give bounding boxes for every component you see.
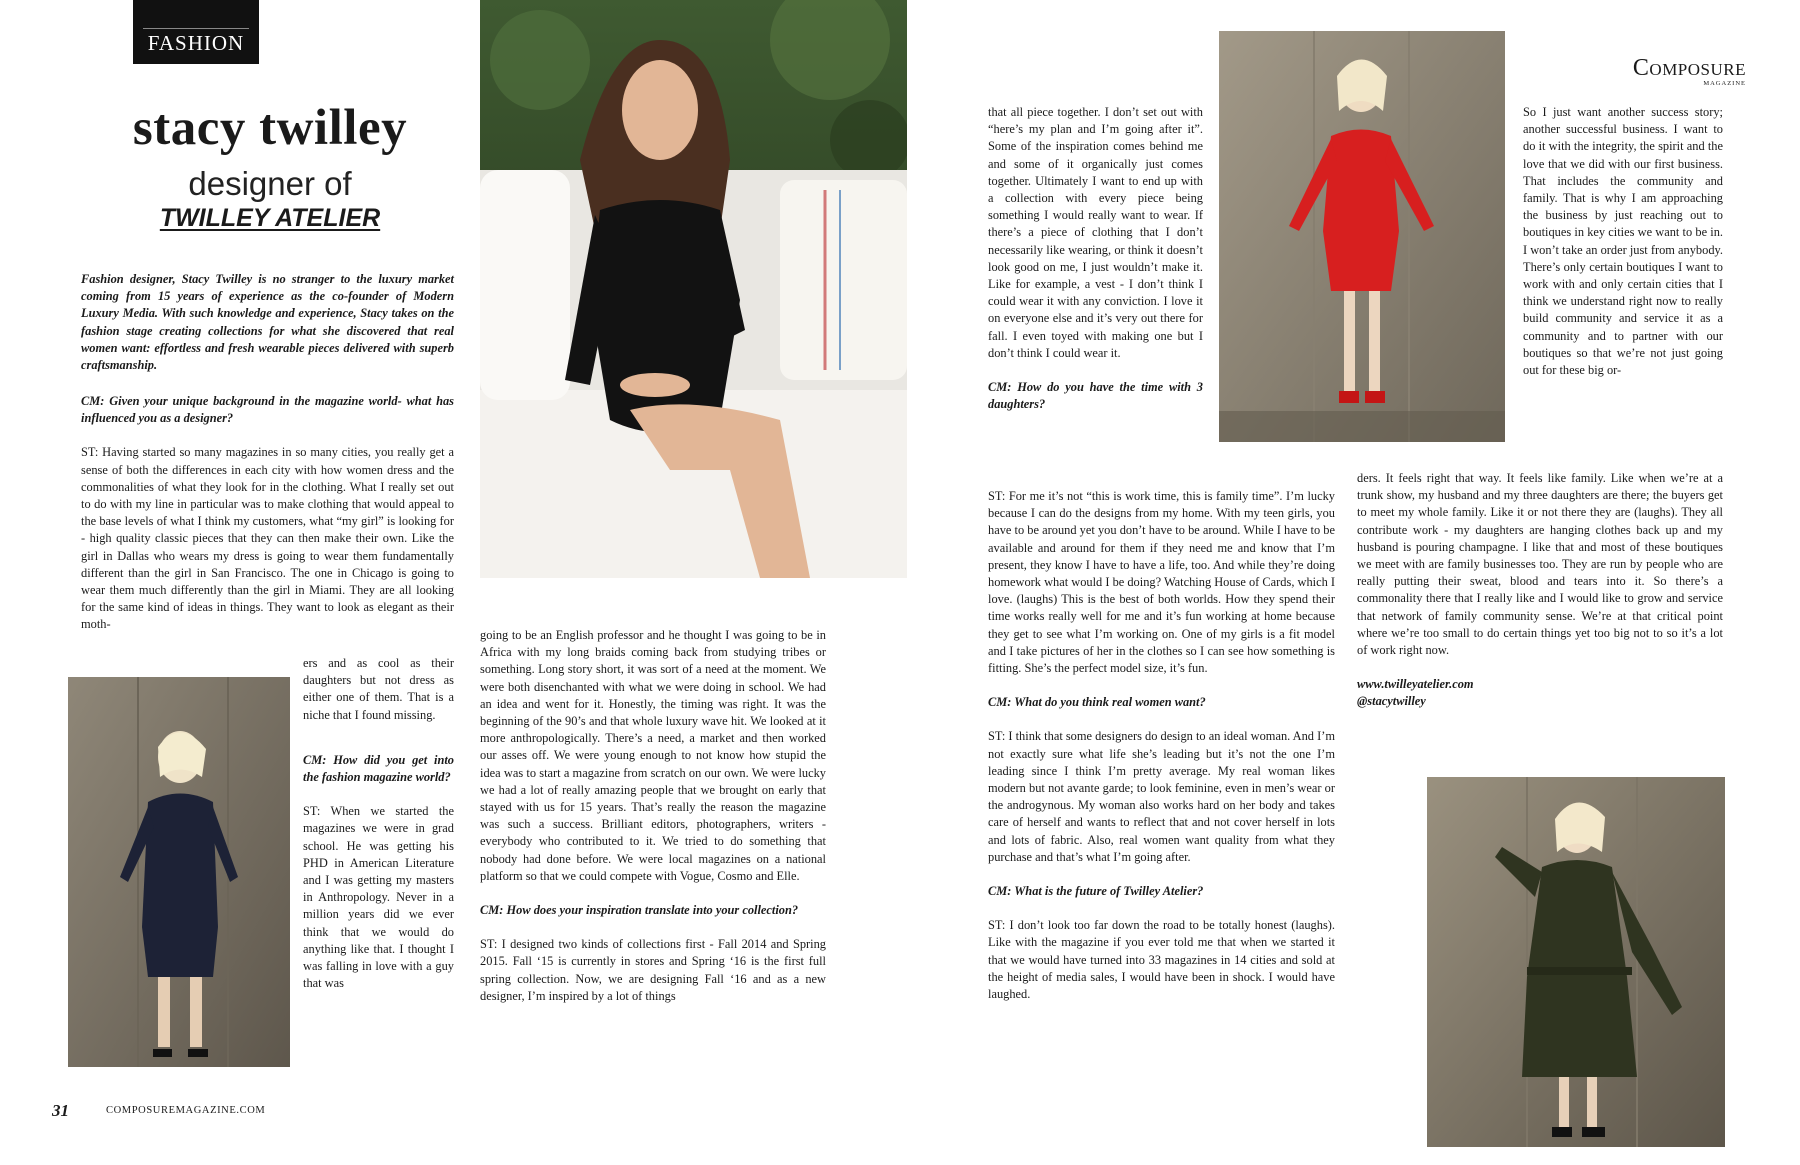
intro-paragraph: Fashion designer, Stacy Twilley is no stranger to the luxury market coming from 15 years of experience as the co-founder of Modern Luxury Media. With such knowledge and experience, Stacy takes on the fashion stage creating collections for what she discovered that real women want: effortless and fresh wearable pieces delivered with superb craftsmanship. [81,272,454,373]
model-blue-dress-photo [68,677,290,1067]
answer-6-final: ders. It feels right that way. It feels like family. Like when we’re at a trunk show, my husband and my three daughters are there; the buyers get to meet my whole family. Like it or not there they are (laughs). They all contribute work - my daughters are hanging clothes back up and my husband is pouring champagne. I like that and most of these boutiques we meet with are family businesses too. They are run by people who are really putting their sweat, blood and tears into it. So there’s a commonality there that I really like and I would like to grow and service that network of family community sense. We’re at that critical point where we’re too small to do certain things yet too big not to so it’s a lot of work right now. [1357,471,1723,658]
social-handle[interactable]: @stacytwilley [1357,694,1426,709]
website-link[interactable]: www.twilleyatelier.com [1357,677,1474,692]
answer-6: ST: I don’t look too far down the road to be totally honest (laughs). Like with the magazine if you ever told me that when we started it that we would have turned into 33 magazines in 14 cities and sold at the height of media sales, I would have been in shock. I would have laughed. [988,918,1335,1002]
question-4: CM: How do you have the time with 3 daughters? [988,380,1203,412]
page-number: 31 [52,1101,69,1120]
section-tag-label: FASHION [147,31,245,55]
subhead: designer of [188,165,352,202]
answer-5: ST: I think that some designers do design to an ideal woman. And I’m not exactly sure what life she’s leading but it’s not the one I’m leading since I think I’m pretty average. My real woman likes modern but not avante garde; to look feminine, even in men’s wear or the androgynous. My woman also works hard on her body and takes care of herself and wants to reflect that and not cover herself in lots and lots of fabric. Also, real women want quality from what they purchase and that’s what I’m going after. [988,729,1335,864]
magazine-logo [1606,56,1746,88]
answer-4: ST: For me it’s not “this is work time, this is family time”. I’m lucky because I can do the designs from my home. With my teen girls, you have to be around yet you don’t have to be around. While I have to be available and around for them if they need me and know that I’m present, they know I have to have a life, too. And while they’re doing homework what would I be doing? Watching House of Cards, which I love. (laughs) This is the best of both worlds. How they spend their time works really well for me and it’s fun working at home because they get to see what I’m working on. One of my girls is a fit model and I take pictures of her in the clothes so I can see how something is fitting. She’s the perfect model size, it’s fun. [988,489,1336,676]
answer-2: ST: When we started the magazines we were in grad school. He was getting his PHD in American Literature and I was getting my masters in Anthropology. Never in a million years did we ever think that we would do anything like that. I thought I was falling in love with a guy that was [303,804,454,991]
answer-3-continued: that all piece together. I don’t set out with “here’s my plan and I’m going after it”. Some of the inspiration comes behind me and some of it organically just comes together. Ultimately I want to end up with a collection with every piece being something I would really want to wear. If there’s a piece of clothing that I don’t necessarily like wearing, or think it doesn’t look good on me, I just wouldn’t make it. Like for example, a vest - I don’t think I could wear it with any conviction. I love it on everyone else and it’s very out there for fall. I even toyed with making one but I don’t think I could wear it. [988,105,1203,360]
answer-6-continued: So I just want another success story; another successful business. I want to do it with the integrity, the spirit and the love that we did with our first business. That includes the community and family. That is why I am approaching the business by just reaching out to boutiques in key cities we want to be in. I won’t take an order just from anybody. There’s only certain boutiques I want to work with and only certain cities that I think we understand right now to really build community and service it as a community and to partner with our boutiques so that we’re not just going out for these big or- [1523,105,1723,378]
question-3: CM: How does your inspiration translate into your collection? [480,903,799,918]
question-2: CM: How did you get into the fashion magazine world? [303,752,454,785]
logo-subtext: MAGAZINE [1703,80,1746,87]
column-1 [81,393,454,651]
question-5: CM: What do you think real women want? [988,695,1206,710]
question-1: CM: Given your unique background in the magazine world- what has influenced you as a designer? [81,394,454,426]
question-6: CM: What is the future of Twilley Atelier? [988,884,1204,899]
column-3-narrow [988,104,1203,430]
column-2 [480,627,826,1022]
model-red-dress-photo [1219,31,1505,442]
logo-text: Composure [1632,55,1746,81]
headline: stacy twilley [132,100,408,156]
answer-2-continued: going to be an English professor and he thought I was going to be in Africa with my long braids coming back from studying tribes or something. Long story short, it was sort of a need at the moment. We were both disenchanted with what we were doing in school. We had an idea and went for it. Honestly, the timing was right. It was the beginning of the 90’s and that whole luxury wave hit. We looked at it more anthropologically. There’s a need, a market and then worked our asses off. We were young enough to not know how stupid the idea was to start a magazine from scratch on our own. We were lucky we had a lot of really amazing people that we brought on early that stayed with us for 15 years. That’s really the reason the magazine was such a success. Brilliant editors, photographers, writers - everybody who contributed to it. We tried to do something that nobody had done before. We were local magazines on a national platform so that we could compete with Vogue, Cosmo and Elle. [480,628,826,883]
portrait-photo [480,0,907,578]
column-4 [1357,470,1723,711]
column-3 [988,488,1335,1020]
model-green-coat-photo [1427,777,1725,1147]
column-4-narrow [1523,104,1723,396]
answer-1: ST: Having started so many magazines in so many cities, you really get a sense of both the differences in each city with how women dress and the commonalities of what they look for in the clothing. What I really set out to do with my line in particular was to make clothing that would appeal to the base levels of what I think my customers, what “my girl” is looking for - high quality classic pieces that they can then make their own. Like the girl in Dallas who wears my dress is going to wear them fundamentally different than the girl in San Francisco. The one in Chicago is going to wear them much differently than the girl in Miami. They are all looking for the same kind of ideas in things. They want to look as elegant as their moth- [81,445,454,632]
footer-website[interactable]: COMPOSUREMAGAZINE.COM [106,1105,266,1116]
brand-name: TWILLEY ATELIER [159,204,381,232]
column-1-narrow [303,655,454,1009]
section-tag [133,0,259,64]
answer-3: ST: I designed two kinds of collections first - Fall 2014 and Spring 2015. Fall ‘15 is currently in stores and Spring ‘16 is the first full spring collection. Now, we are designing Fall ‘16 and as a new designer, I’m inspired by a lot of things [480,937,826,1003]
tag-rule [143,28,249,29]
answer-1-continued: ers and as cool as their daughters but not dress as either one of them. That is a niche that I found missing. [303,656,454,722]
